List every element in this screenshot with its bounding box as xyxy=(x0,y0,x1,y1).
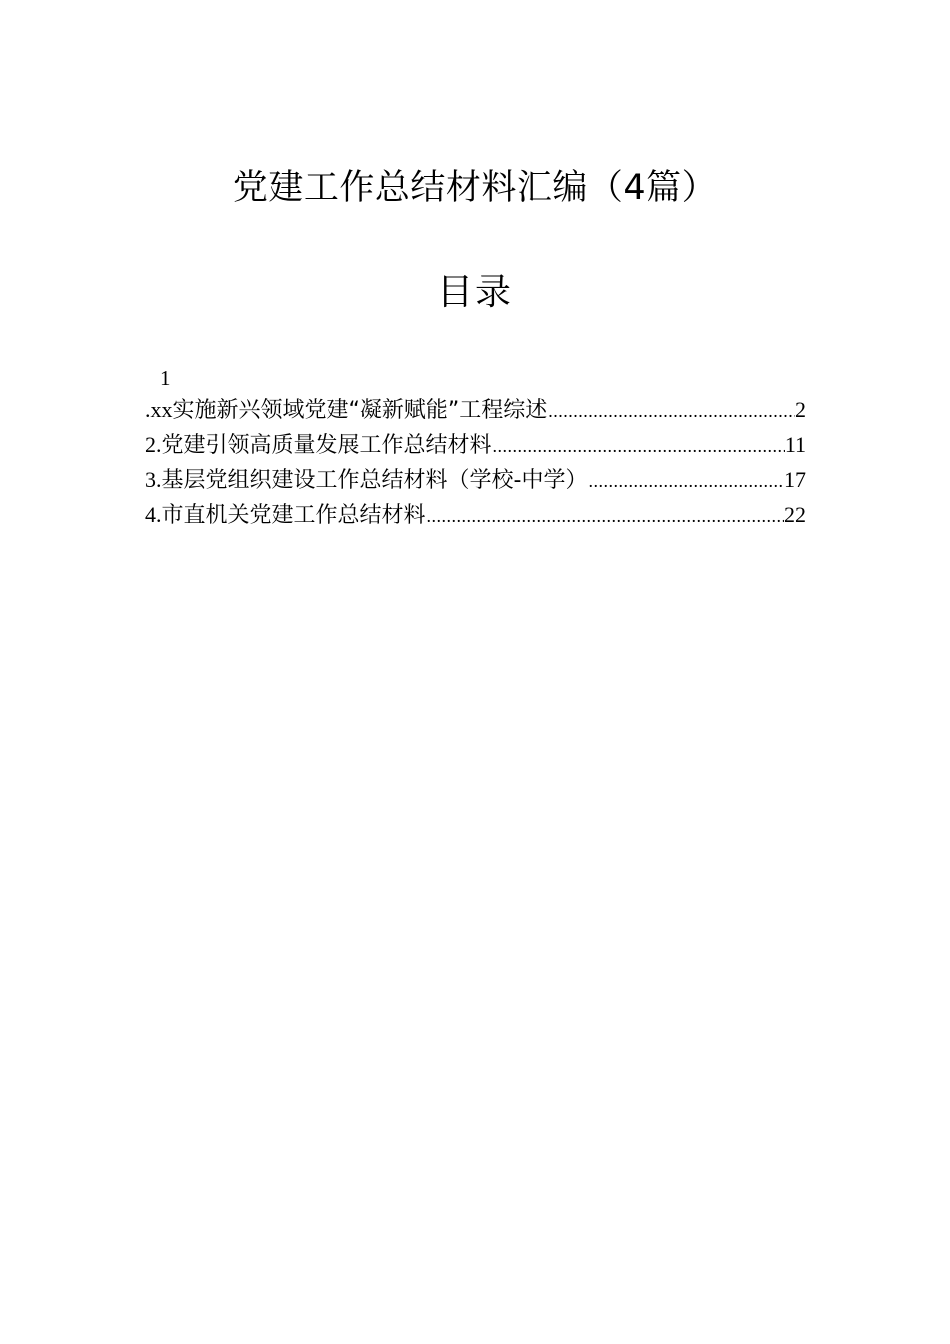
toc-dot-leader xyxy=(547,394,795,427)
toc-entry[interactable] xyxy=(145,427,806,462)
toc-entry-title: 市直机关党建工作总结材料 xyxy=(161,503,426,528)
document-title: 党建工作总结材料汇编（4篇） xyxy=(232,168,718,208)
toc-dot-leader xyxy=(587,464,784,497)
toc-entry-number: 2. xyxy=(145,432,162,457)
toc-dot-leader xyxy=(426,499,784,532)
toc-heading: 目录 xyxy=(436,272,513,313)
toc-entry[interactable] xyxy=(145,497,806,532)
toc-entry[interactable] xyxy=(145,462,806,497)
toc-first-number: 1 xyxy=(160,366,171,390)
toc-entry-title: 实施新兴领域党建“凝新赋能”工程综述 xyxy=(172,398,548,423)
toc-dot-leader xyxy=(492,429,785,462)
toc-entry-number: .xx xyxy=(145,397,173,422)
toc-entry-number: 4. xyxy=(145,502,162,527)
toc-entry-page: 2 xyxy=(795,397,806,422)
toc-entry-number: 3. xyxy=(145,467,162,492)
table-of-contents xyxy=(145,364,806,532)
toc-entry[interactable] xyxy=(145,392,806,427)
toc-entry-title: 基层党组织建设工作总结材料（学校-中学） xyxy=(161,468,588,493)
toc-entry-page: 22 xyxy=(784,502,806,527)
toc-entry-title: 党建引领高质量发展工作总结材料 xyxy=(161,433,492,458)
toc-entry-page: 17 xyxy=(784,467,806,492)
toc-entry-page: 11 xyxy=(784,432,806,457)
